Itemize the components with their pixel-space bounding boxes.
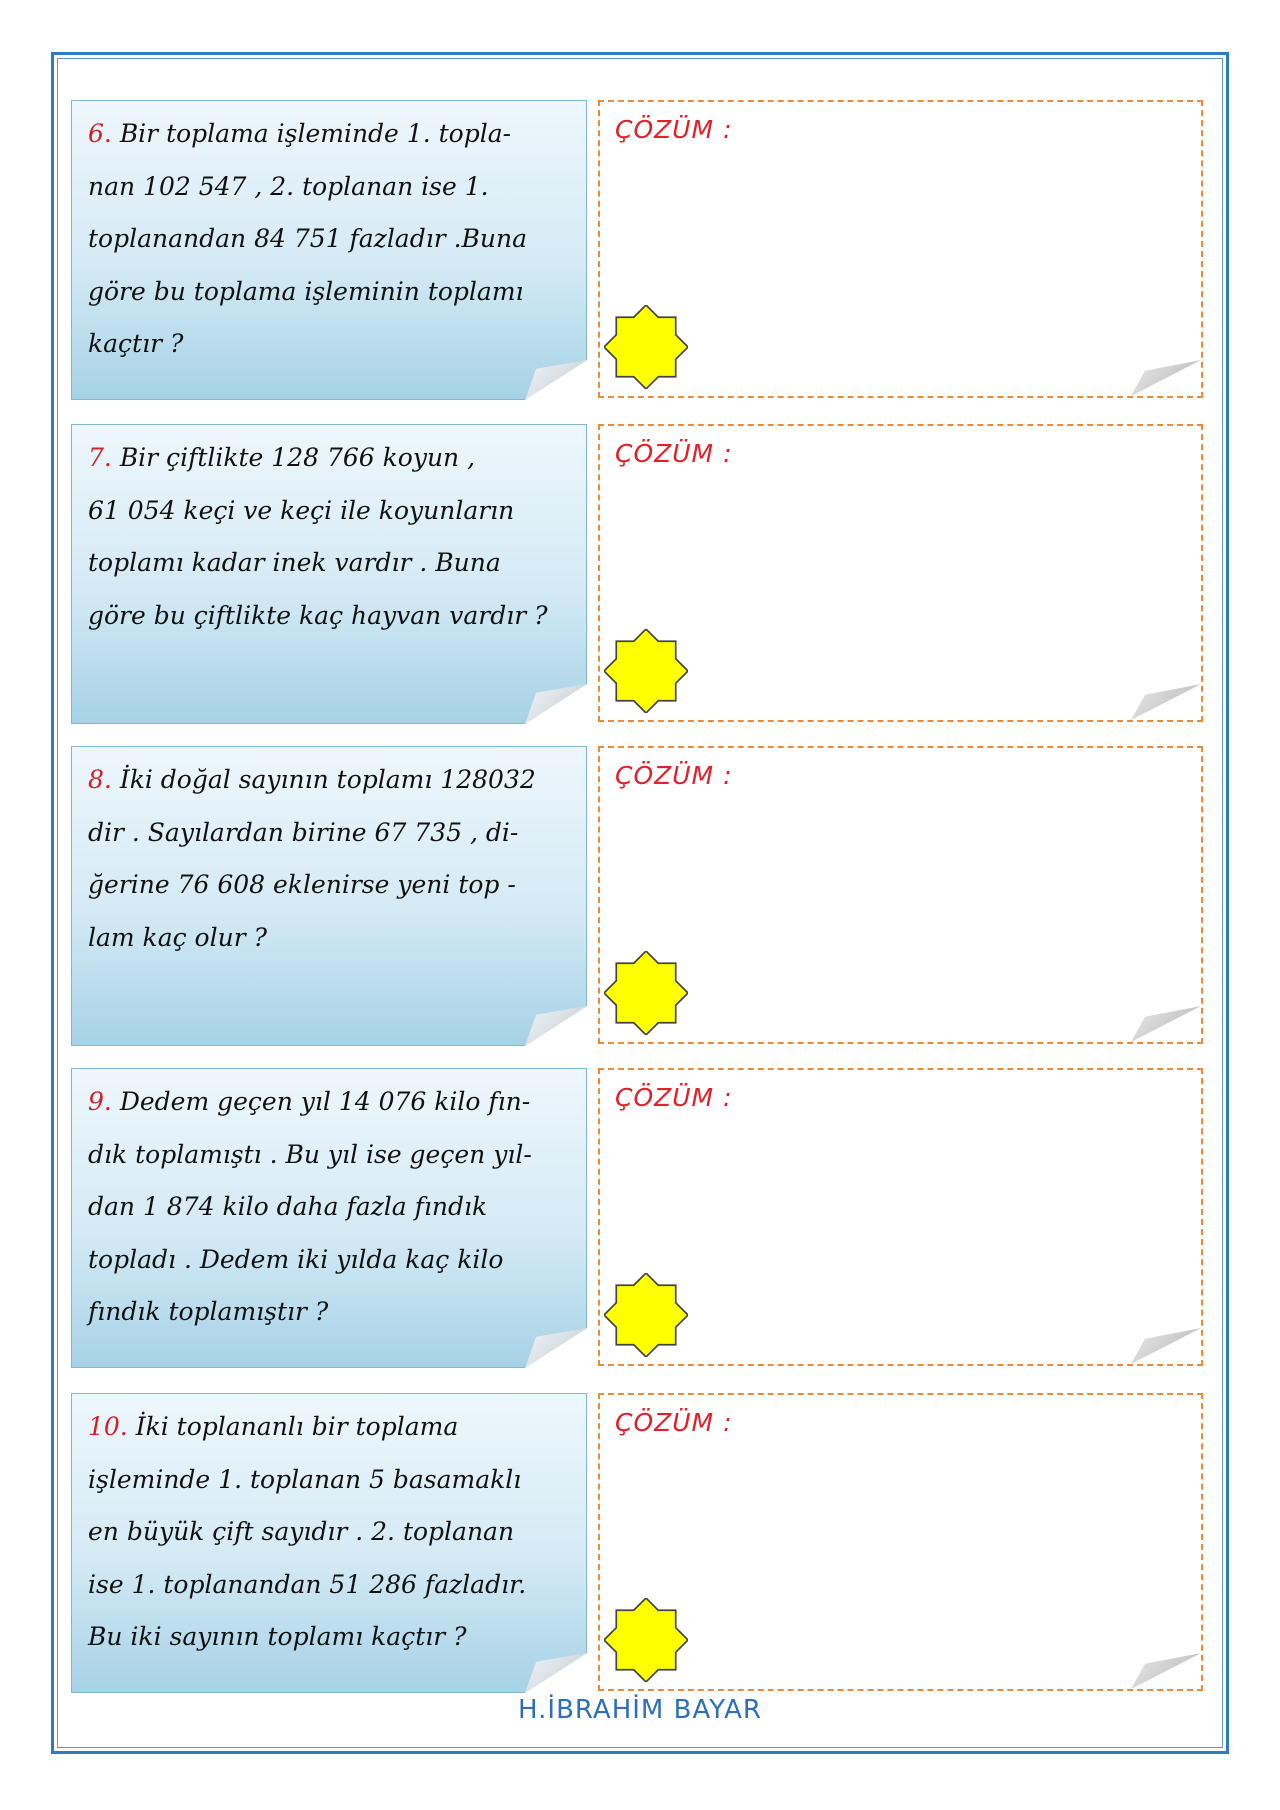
solution-box-7[interactable]: [598, 424, 1203, 722]
problem-line: topladı . Dedem iki yılda kaç kilo: [88, 1244, 504, 1274]
problem-line: Bu iki sayının toplamı kaçtır ?: [88, 1622, 467, 1651]
problem-line: toplanandan 84 751 fazladır .Buna: [88, 224, 528, 253]
problem-line: İki doğal sayının toplamı 128032: [119, 765, 536, 794]
problem-text-8: [88, 754, 578, 964]
problem-number: 8.: [88, 765, 112, 794]
problem-line: dan 1 874 kilo daha fazla fındık: [88, 1192, 488, 1221]
problem-text-7: [88, 432, 578, 642]
problem-line: İki toplananlı bir toplama: [135, 1412, 459, 1441]
star-icon: [604, 629, 688, 713]
problem-line: lam kaç olur ?: [88, 922, 268, 952]
problem-line: ğerine 76 608 eklenirse yeni top -: [88, 870, 516, 899]
problem-line: toplamı kadar inek vardır . Buna: [88, 548, 501, 577]
solution-box-9[interactable]: [598, 1068, 1203, 1366]
solution-box-8[interactable]: [598, 746, 1203, 1044]
author-credit: H.İBRAHİM BAYAR: [518, 1695, 762, 1725]
problem-line: nan 102 547 , 2. toplanan ise 1.: [88, 171, 489, 201]
problem-line: dık toplamıştı . Bu yıl ise geçen yıl-: [88, 1139, 532, 1169]
problem-line: 61 054 keçi ve keçi ile koyunların: [88, 495, 515, 525]
star-icon: [604, 1598, 688, 1682]
problem-line: işleminde 1. toplanan 5 basamaklı: [88, 1464, 522, 1494]
problem-line: en büyük çift sayıdır . 2. toplanan: [88, 1517, 515, 1546]
problem-line: ise 1. toplanandan 51 286 fazladır.: [88, 1569, 527, 1599]
star-icon: [604, 951, 688, 1035]
problem-line: göre bu toplama işleminin toplamı: [88, 276, 524, 306]
problem-text-9: [88, 1076, 578, 1339]
problem-number: 9.: [88, 1087, 112, 1116]
problem-line: göre bu çiftlikte kaç hayvan vardır ?: [88, 600, 548, 630]
problem-text-6: [88, 108, 578, 371]
solution-label: ÇÖZÜM :: [615, 1083, 733, 1112]
solution-label: ÇÖZÜM :: [615, 115, 733, 144]
problem-line: dir . Sayılardan birine 67 735 , di-: [88, 817, 519, 847]
solution-box-6[interactable]: [598, 100, 1203, 398]
star-icon: [604, 1273, 688, 1357]
problem-number: 10.: [88, 1412, 128, 1441]
problem-line: Bir çiftlikte 128 766 koyun ,: [119, 443, 476, 472]
problem-line: Dedem geçen yıl 14 076 kilo fın-: [119, 1087, 531, 1116]
problem-number: 6.: [88, 119, 112, 148]
problem-line: fındık toplamıştır ?: [88, 1297, 329, 1326]
solution-box-10[interactable]: [598, 1393, 1203, 1691]
problem-text-10: [88, 1401, 578, 1664]
problem-line: kaçtır ?: [88, 329, 184, 358]
problem-line: Bir toplama işleminde 1. topla-: [119, 119, 512, 148]
star-icon: [604, 305, 688, 389]
solution-label: ÇÖZÜM :: [615, 761, 733, 790]
solution-label: ÇÖZÜM :: [615, 1408, 733, 1437]
solution-label: ÇÖZÜM :: [615, 439, 733, 468]
problem-number: 7.: [88, 443, 112, 472]
